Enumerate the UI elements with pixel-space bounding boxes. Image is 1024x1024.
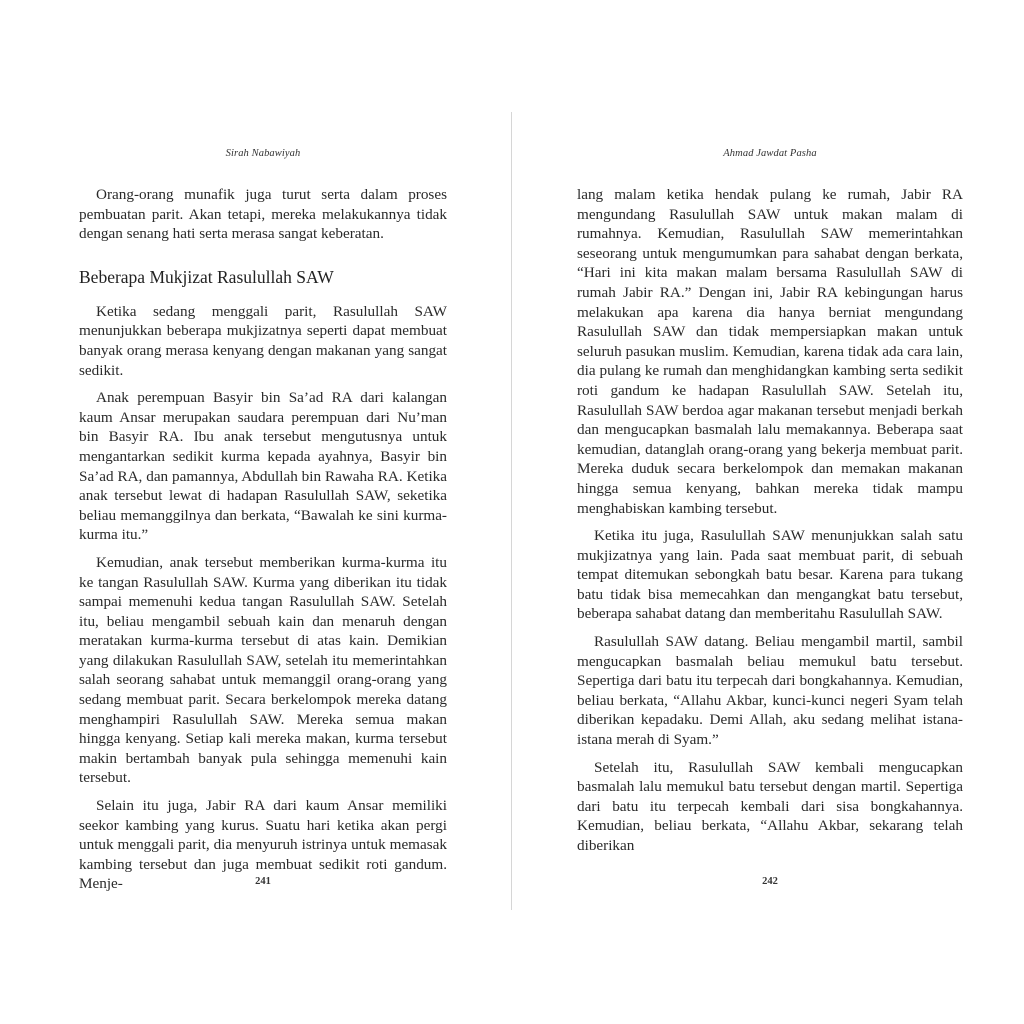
gutter-divider [511,112,512,910]
paragraph: Ketika itu juga, Rasulullah SAW menunjukkan salah satu mukjizatnya yang lain. Pada saat membuat parit, di sebuah tempat ditemukan sebongkah batu besar. Karena para tukang batu tidak bisa memecahkan dan mengangkat batu tersebut, beberapa sahabat datang dan memberitahu Rasulullah SAW. [577,527,963,623]
paragraph-continued: lang malam ketika hendak pulang ke rumah, Jabir RA mengundang Rasulullah SAW untuk makan malam di rumahnya. Kemudian, Rasulullah SAW memerintahkan seseorang untuk mengumumkan para sahabat dengan berkata, “Hari ini kita makan malam bersama Rasulullah SAW di rumah Jabir RA.” Dengan ini, Jabir RA kebingungan harus melakukan apa karena dia hanya berniat mengundang Rasulullah SAW dan tidak mempersiapkan makan untuk seluruh pasukan muslim. Kemudian, karena tidak ada cara lain, dia pulang ke rumah dan menghidangkan kambing serta sedikit roti gandum ke hadapan Rasulullah SAW. Setelah itu, Rasulullah SAW berdoa agar makanan tersebut menjadi berkah dan mengucapkan basmalah lalu memakannya. Beberapa saat kemudian, datanglah orang-orang yang bekerja membuat parit. Mereka duduk secara berkelompok dan memakan makanan hingga semua kenyang, bahkan mereka tidak mampu menghabiskan kambing tersebut. [577,186,963,517]
paragraph-intro: Orang-orang munafik juga turut serta dalam proses pembuatan parit. Akan tetapi, mereka melakukannya tidak dengan senang hati serta merasa sangat keberatan. [79,186,447,243]
paragraph: Anak perempuan Basyir bin Sa’ad RA dari kalangan kaum Ansar merupakan saudara perempuan dari Nu’man bin Basyir RA. Ibu anak tersebut mengutusnya untuk mengantarkan sedikit kurma kepada ayahnya, Basyir bin Sa’ad RA, dan pamannya, Abdullah bin Rawaha RA. Ketika anak tersebut lewat di hadapan Rasulullah SAW, seketika beliau memanggilnya dan berkata, “Bawalah ke sini kurma-kurma itu.” [79,389,447,544]
left-page-body [79,185,447,902]
paragraph: Rasulullah SAW datang. Beliau mengambil martil, sambil mengucapkan basmalah beliau memukul batu tersebut. Sepertiga dari batu itu terpecah dari bongkahannya. Kemudian, beliau berkata, “Allahu Akbar, kunci-kunci negeri Syam telah diberikan kepadaku. Demi Allah, aku sedang melihat istana-istana merah di Syam.” [577,633,963,749]
section-heading: Beberapa Mukjizat Rasulullah SAW [79,266,334,287]
running-head-left: Sirah Nabawiyah [225,148,301,159]
running-head-right: Ahmad Jawdat Pasha [723,148,817,159]
paragraph: Setelah itu, Rasulullah SAW kembali mengucapkan basmalah lalu memukul batu tersebut dengan martil. Sepertiga dari batu itu terpecah kembali dari sisa bongkahannya. Kemudian, beliau berkata, “Allahu Akbar, sekarang telah diberikan [577,758,963,854]
paragraph: Kemudian, anak tersebut memberikan kurma-kurma itu ke tangan Rasulullah SAW. Kurma yang diberikan itu tidak sampai memenuhi kedua tangan Rasulullah SAW. Setelah itu, beliau mengambil sebuah kain dan menaruh dengan meratakan kurma-kurma tersebut di atas kain. Demikian yang dilakukan Rasulullah SAW, setelah itu memerintahkan salah seorang sahabat untuk memanggil orang-orang yang sedang membuat parit. Secara berkelompok mereka datang menghampiri Rasulullah SAW. Mereka semua makan hingga kenyang. Setiap kali mereka makan, kurma tersebut makin bertambah banyak pula sehingga memenuhi kain tersebut. [79,553,447,787]
page-number-left: 241 [255,876,271,887]
right-page [577,0,963,1024]
left-page [79,0,447,1024]
right-page-body [577,185,963,864]
paragraph: Ketika sedang menggali parit, Rasulullah SAW menunjukkan beberapa mukjizatnya seperti dapat membuat banyak orang merasa kenyang dengan makanan yang sangat sedikit. [79,302,447,379]
page-number-right: 242 [762,876,778,887]
paragraph: Selain itu juga, Jabir RA dari kaum Ansar memiliki seekor kambing yang kurus. Suatu hari ketika akan pergi untuk menggali parit, dia menyuruh istrinya untuk memasak kambing tersebut dan juga membuat sedikit roti gandum. Menje- [79,797,447,893]
